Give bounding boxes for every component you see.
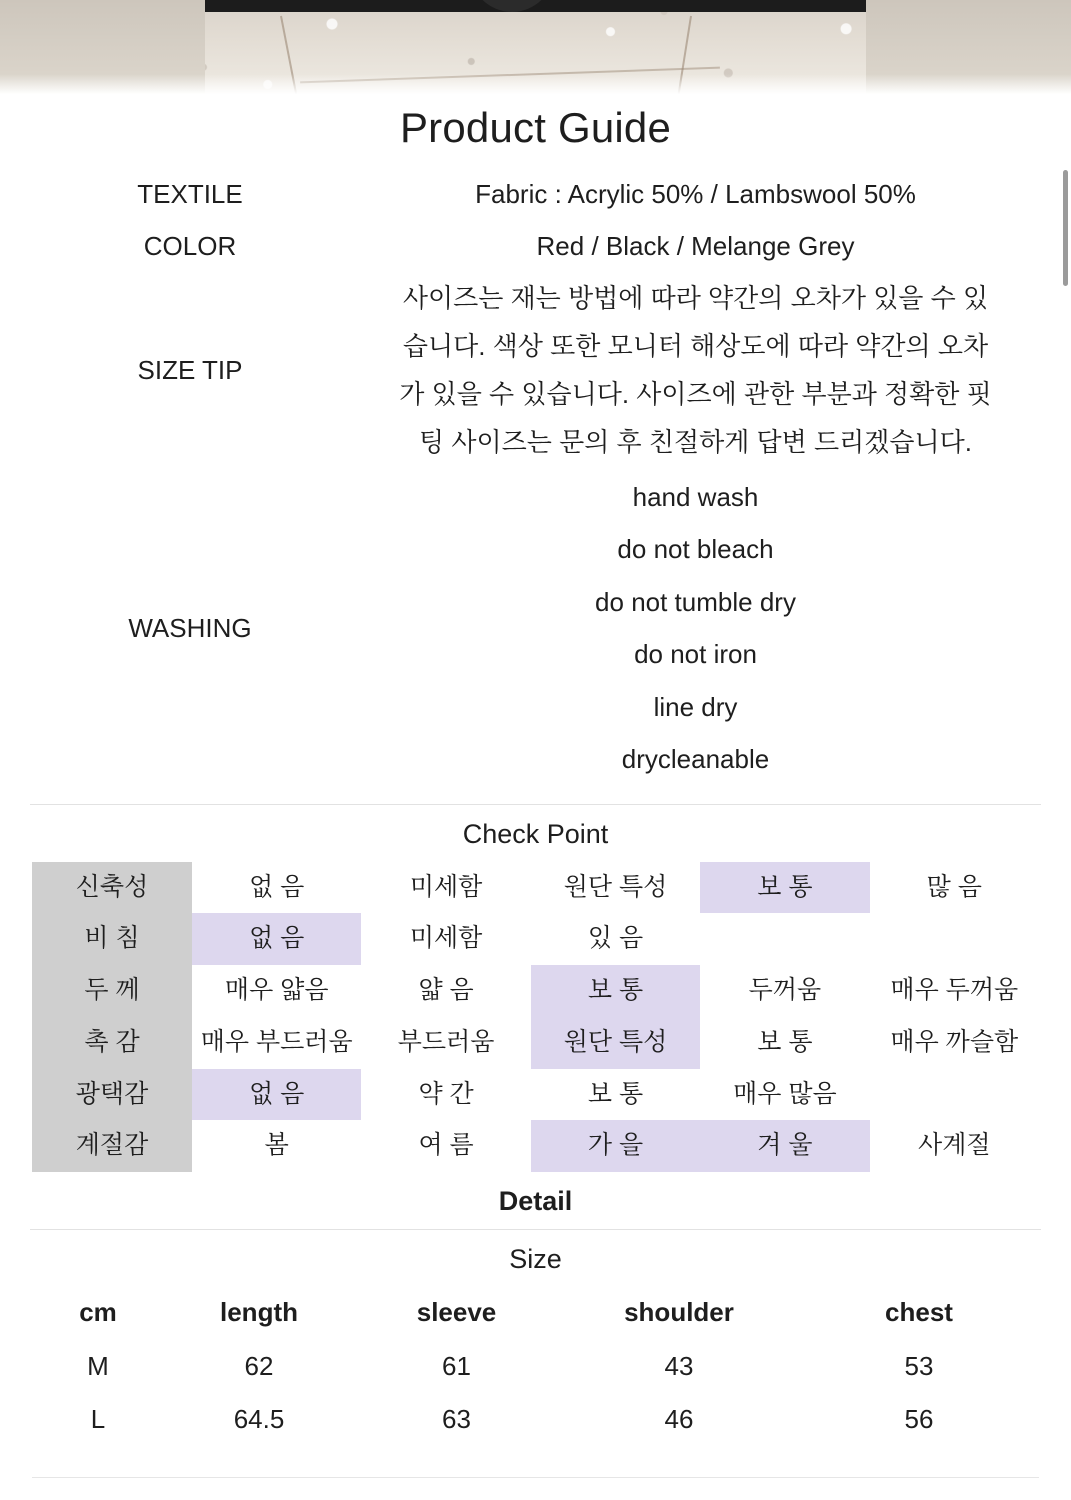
table-row	[32, 965, 1039, 1017]
cp-cell-selected: 보 통	[531, 965, 700, 1017]
cp-cell: 미세함	[409, 872, 483, 901]
spec-value-color: Red / Black / Melange Grey	[536, 231, 855, 262]
cp-cell: 보 통	[757, 1027, 813, 1056]
cp-row-label: 신축성	[32, 862, 192, 914]
product-guide-section	[0, 104, 1071, 786]
table-header-row	[32, 1287, 1039, 1340]
washing-line: drycleanable	[621, 744, 770, 775]
cp-row-label: 광택감	[32, 1069, 192, 1121]
size-tip-line: 습니다. 색상 또한 모니터 해상도에 따라 약간의 오차	[402, 331, 989, 362]
cp-cell-selected: 원단 특성	[531, 1017, 700, 1069]
spec-row-textile	[30, 170, 1041, 218]
cp-cell	[870, 913, 1039, 965]
table-row	[32, 862, 1039, 914]
size-tip-line: 가 있을 수 있습니다. 사이즈에 관한 부분과 정확한 핏	[399, 379, 992, 410]
cp-cell: 여 름	[418, 1131, 474, 1160]
cp-cell: 두꺼움	[748, 976, 822, 1005]
size-cell: 63	[442, 1404, 471, 1435]
page-title: Product Guide	[399, 104, 672, 151]
cp-cell: 매우 부드러움	[200, 1027, 353, 1056]
cp-cell-selected: 없 음	[192, 1069, 361, 1121]
cp-row-label: 촉 감	[32, 1017, 192, 1069]
cp-cell: 사계절	[918, 1131, 991, 1160]
size-col-header: chest	[885, 1297, 953, 1328]
cp-cell: 약 간	[418, 1079, 474, 1108]
spec-row-size-tip	[30, 274, 1041, 466]
bottom-divider	[32, 1477, 1039, 1478]
spec-label-washing: WASHING	[128, 612, 252, 643]
table-row	[32, 1340, 1039, 1393]
size-cell: 43	[664, 1351, 694, 1382]
size-cell: 62	[244, 1351, 274, 1382]
size-tip-line: 팅 사이즈는 문의 후 친절하게 답변 드리겠습니다.	[419, 427, 972, 458]
size-title: Size	[509, 1244, 562, 1275]
size-col-header: length	[220, 1297, 298, 1328]
cp-row-label: 두 께	[32, 965, 192, 1017]
table-row	[32, 1017, 1039, 1069]
cp-cell: 보 통	[587, 1079, 644, 1108]
photo-fade-overlay	[0, 74, 1071, 96]
cp-cell: 매우 두꺼움	[890, 976, 1019, 1005]
cp-cell: 없 음	[249, 872, 305, 901]
divider-check-point	[30, 804, 1041, 805]
size-col-header: sleeve	[416, 1297, 497, 1328]
cp-cell: 매우 많음	[733, 1079, 837, 1108]
divider-detail	[30, 1229, 1041, 1230]
washing-line: do not iron	[634, 639, 757, 670]
size-cell: 56	[904, 1404, 934, 1435]
size-tip-line: 사이즈는 재는 방법에 따라 약간의 오차가 있을 수 있	[402, 283, 989, 314]
cp-cell: 봄	[264, 1131, 289, 1160]
cp-row-label: 계절감	[32, 1120, 192, 1172]
size-col-header: cm	[79, 1297, 117, 1328]
spec-row-washing	[30, 471, 1041, 786]
table-row	[32, 913, 1039, 965]
detail-title: Detail	[498, 1186, 573, 1217]
cp-cell: 미세함	[409, 924, 483, 953]
spec-row-color	[30, 222, 1041, 270]
size-cell: L	[90, 1404, 106, 1435]
spec-label-size-tip: SIZE TIP	[137, 354, 243, 385]
size-col-header: shoulder	[624, 1297, 734, 1328]
table-row	[32, 1393, 1039, 1446]
product-photo-strip	[0, 0, 1071, 96]
washing-line: hand wash	[632, 481, 759, 512]
size-cell: 64.5	[233, 1404, 285, 1435]
washing-line: do not tumble dry	[595, 586, 796, 617]
cp-cell: 원단 특성	[563, 872, 668, 901]
size-cell: 46	[664, 1404, 694, 1435]
cp-cell-selected: 가 을	[531, 1120, 700, 1172]
scrollbar-thumb[interactable]	[1063, 170, 1068, 286]
cp-cell-selected: 보 통	[700, 862, 869, 914]
cp-cell: 얇 음	[418, 976, 474, 1005]
cp-cell: 많 음	[926, 872, 982, 901]
washing-line: do not bleach	[617, 534, 774, 565]
check-point-table	[32, 862, 1039, 1173]
page-scrollbar[interactable]	[1063, 0, 1071, 1500]
size-cell: 61	[442, 1351, 471, 1382]
size-cell: M	[87, 1351, 109, 1382]
table-row	[32, 1069, 1039, 1121]
cp-cell: 부드러움	[397, 1027, 495, 1056]
spec-label-color: COLOR	[143, 230, 237, 261]
size-table	[32, 1287, 1039, 1446]
check-point-title: Check Point	[462, 818, 609, 849]
size-cell: 53	[904, 1351, 934, 1382]
table-row	[32, 1120, 1039, 1172]
cp-cell: 매우 까슬함	[890, 1027, 1019, 1056]
cp-cell-selected: 겨 울	[700, 1120, 869, 1172]
cp-cell: 있 음	[587, 924, 644, 953]
cp-cell: 매우 얇음	[224, 976, 329, 1005]
spec-value-washing	[350, 471, 1041, 786]
cp-row-label: 비 침	[32, 913, 192, 965]
spec-value-textile: Fabric : Acrylic 50% / Lambswool 50%	[475, 179, 916, 209]
spec-label-textile: TEXTILE	[137, 178, 243, 209]
spec-value-size-tip	[350, 274, 1041, 466]
washing-line: line dry	[653, 691, 738, 722]
cp-cell	[700, 913, 869, 965]
cp-cell-selected: 없 음	[192, 913, 361, 965]
cp-cell	[870, 1069, 1039, 1121]
